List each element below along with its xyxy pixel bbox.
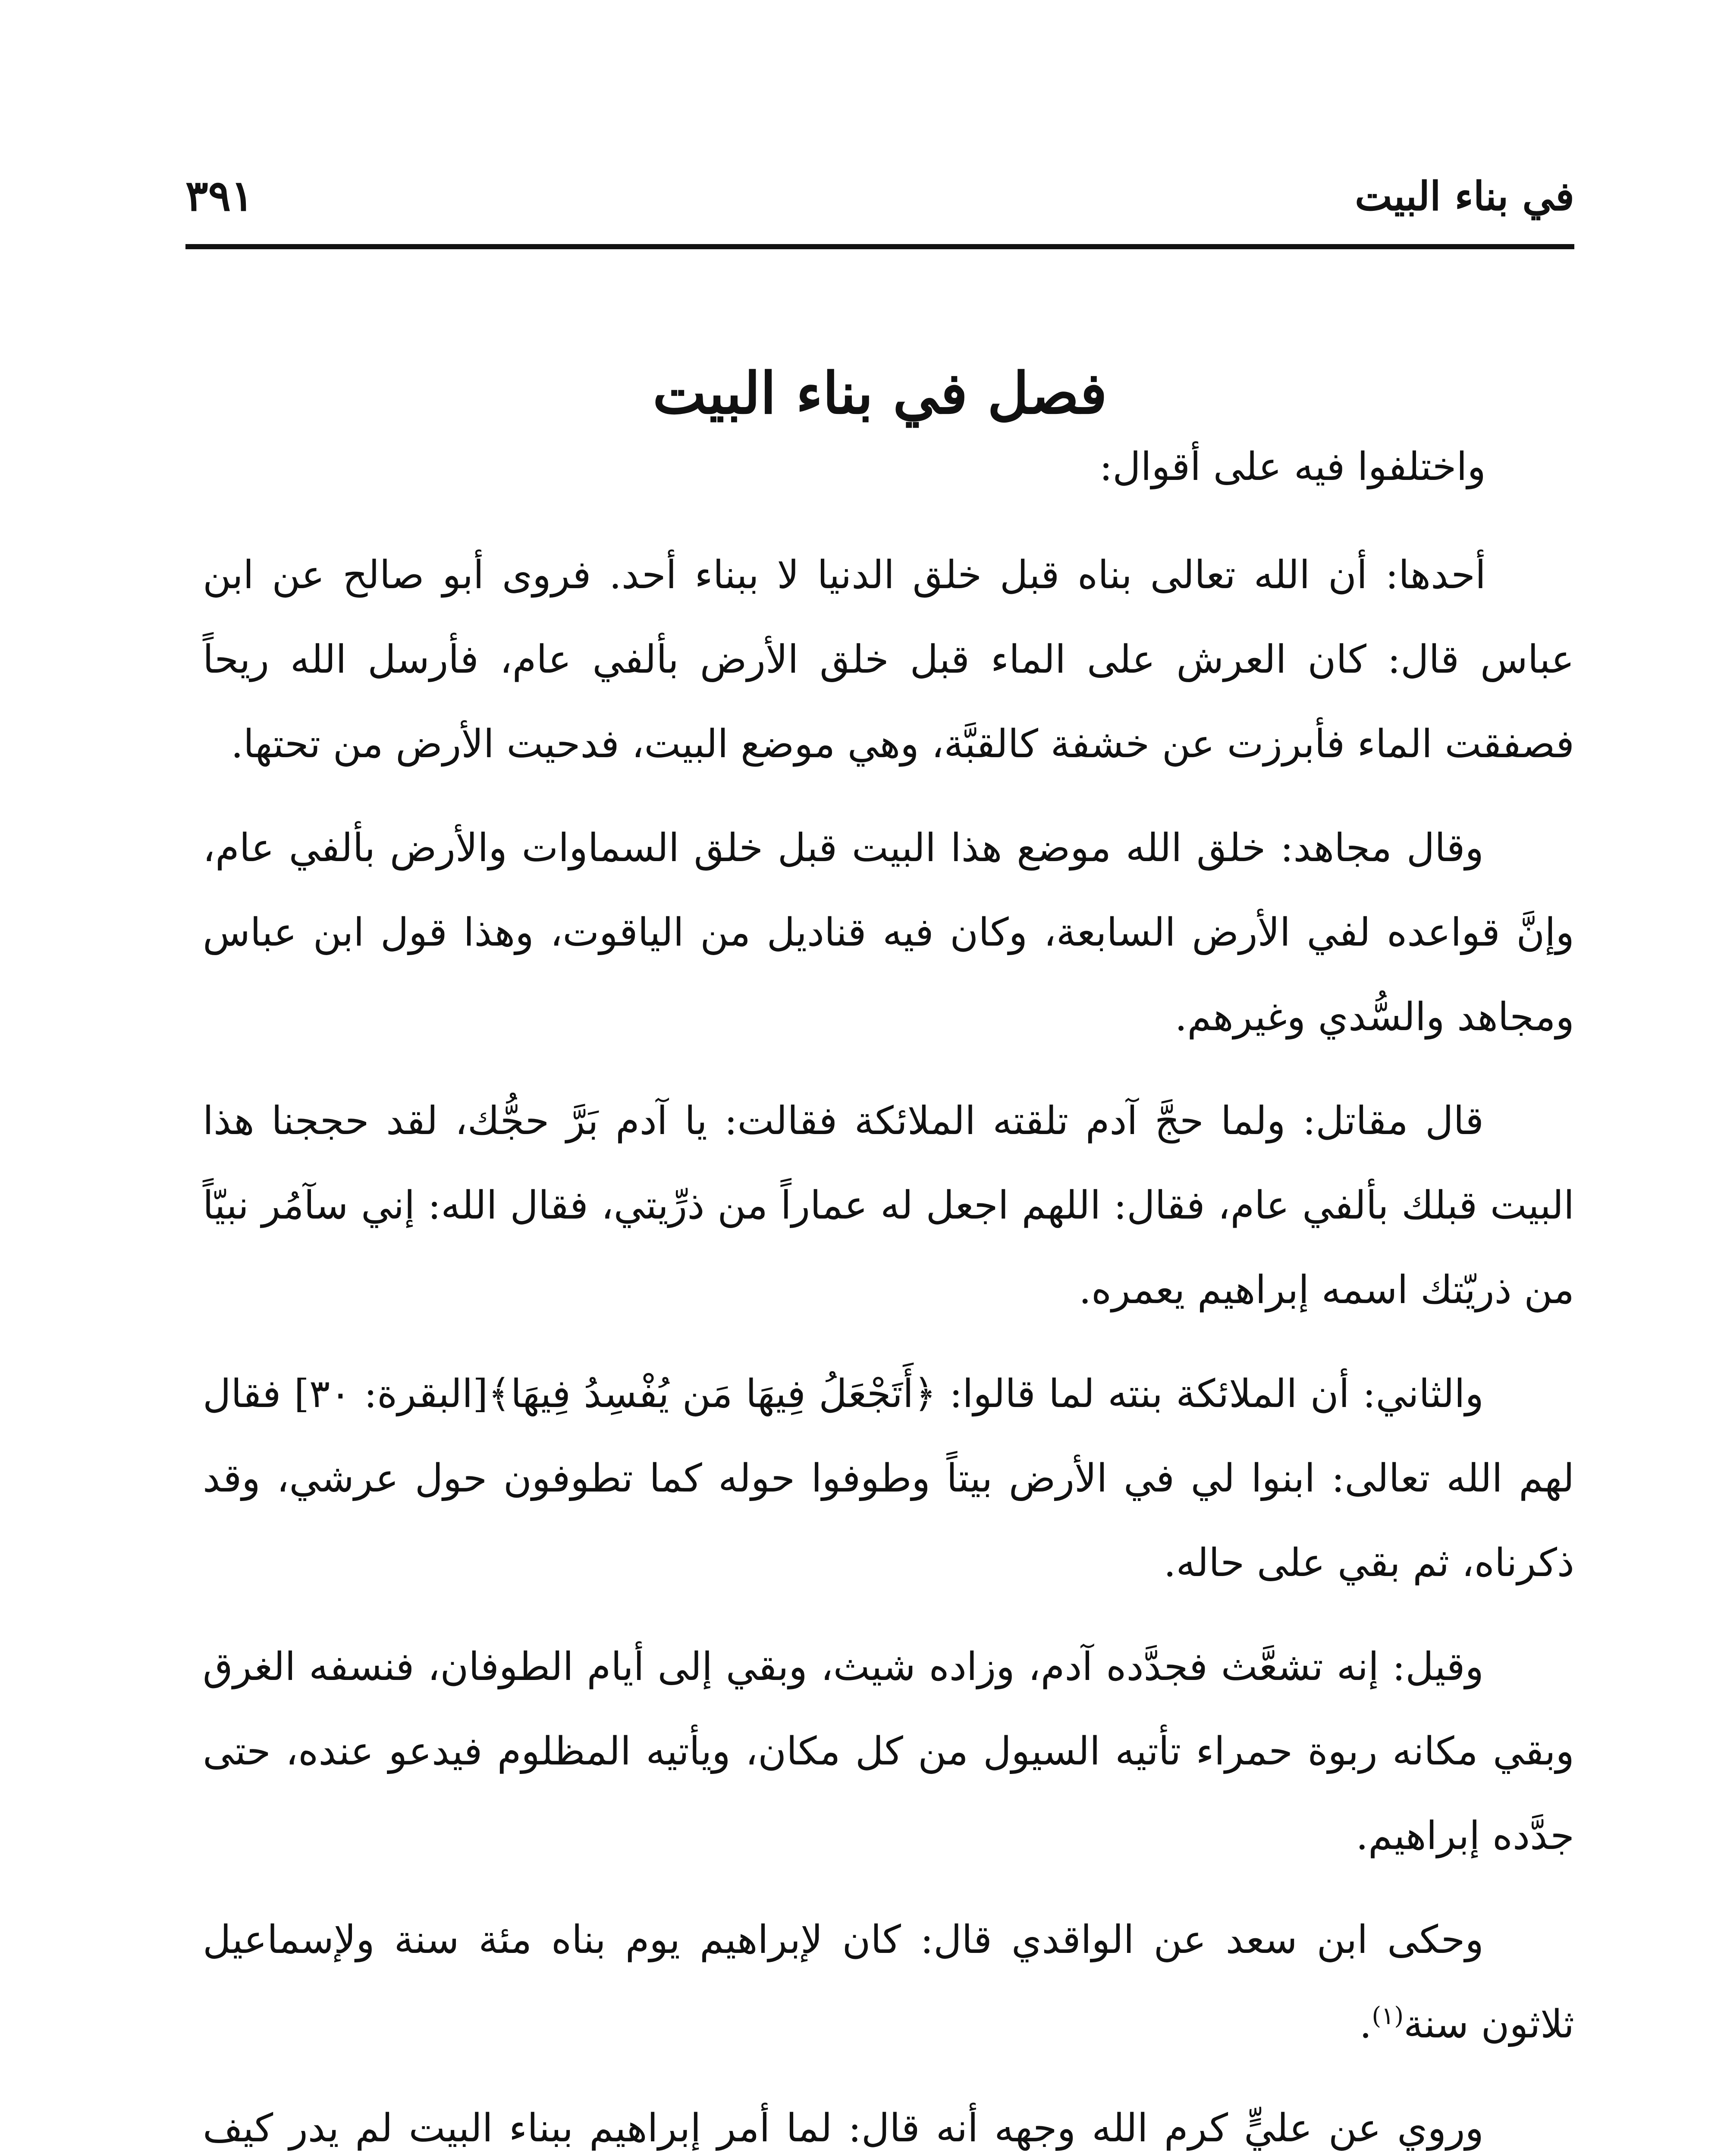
paragraph-ali-report: وروي عن عليٍّ كرم الله وجهه أنه قال: لما أمر إبراهيم ببناء البيت لم يدر كيف xyxy=(203,2106,1484,2151)
page-number: ٣٩١ xyxy=(185,171,254,221)
ibn-saad-period: . xyxy=(1359,2002,1372,2047)
running-header xyxy=(185,155,1574,237)
footnote-reference[interactable]: (١) xyxy=(1372,2002,1404,2030)
paragraph-renewal: وقيل: إنه تشعَّث فجدَّده آدم، وزاده شيث، وبقي إلى أيام الطوفان، فنسفه الغرق وبقي مكانه ربوة حمراء تأتيه السيول من كل مكان، ويأتيه المظلوم فيدعو عنده، حتى جدَّده إبراهيم. xyxy=(203,1644,1574,1858)
main-text xyxy=(203,425,1574,2156)
paragraph-first-opinion: أحدها: أن الله تعالى بناه قبل خلق الدنيا لا ببناء أحد. فروى أبو صالح عن ابن عباس قال: كان العرش على الماء قبل خلق الأرض بألفي عام، فأرسل الله ريحاً فصفقت الماء فأبرزت عن خشفة كالقبَّة، وهي موضع البيت، فدحيت الأرض من تحتها. xyxy=(203,552,1574,767)
chapter-title: فصل في بناء البيت xyxy=(653,360,1107,427)
running-title: في بناء البيت xyxy=(1355,173,1574,219)
ibn-saad-text: وحكى ابن سعد عن الواقدي قال: كان لإبراهيم يوم بناه مئة سنة ولإسماعيل ثلاثون سنة xyxy=(203,1917,1574,2047)
quran-quote: ﴿أَتَجْعَلُ فِيهَا مَن يُفْسِدُ فِيهَا﴾ xyxy=(488,1371,936,1416)
second-opinion-rest: [البقرة: ٣٠] فقال لهم الله تعالى: ابنوا لي في الأرض بيتاً وطوفوا حوله كما تطوفون حول عرشي، وقد ذكرناه، ثم بقي على حاله. xyxy=(203,1371,1574,1586)
paragraph-ibn-saad xyxy=(203,1898,1574,2067)
paragraph-mujahid: وقال مجاهد: خلق الله موضع هذا البيت قبل خلق السماوات والأرض بألفي عام، وإنَّ قواعده لفي الأرض السابعة، وكان فيه قناديل من الياقوت، وهذا قول ابن عباس ومجاهد والسُّدي وغيرهم. xyxy=(203,825,1574,1040)
second-opinion-lead: والثاني: أن الملائكة بنته لما قالوا: xyxy=(936,1371,1484,1416)
paragraph-muqatil: قال مقاتل: ولما حجَّ آدم تلقته الملائكة فقالت: يا آدم بَرَّ حجُّك، لقد حججنا هذا البيت قبلك بألفي عام، فقال: اللهم اجعل له عماراً من ذرِّيتي، فقال الله: إني سآمُر نبيّاً من ذريّتك اسمه إبراهيم يعمره. xyxy=(203,1098,1574,1313)
header-rule xyxy=(185,244,1574,249)
paragraph-second-opinion xyxy=(203,1352,1574,1605)
intro-line: واختلفوا فيه على أقوال: xyxy=(1099,444,1486,489)
